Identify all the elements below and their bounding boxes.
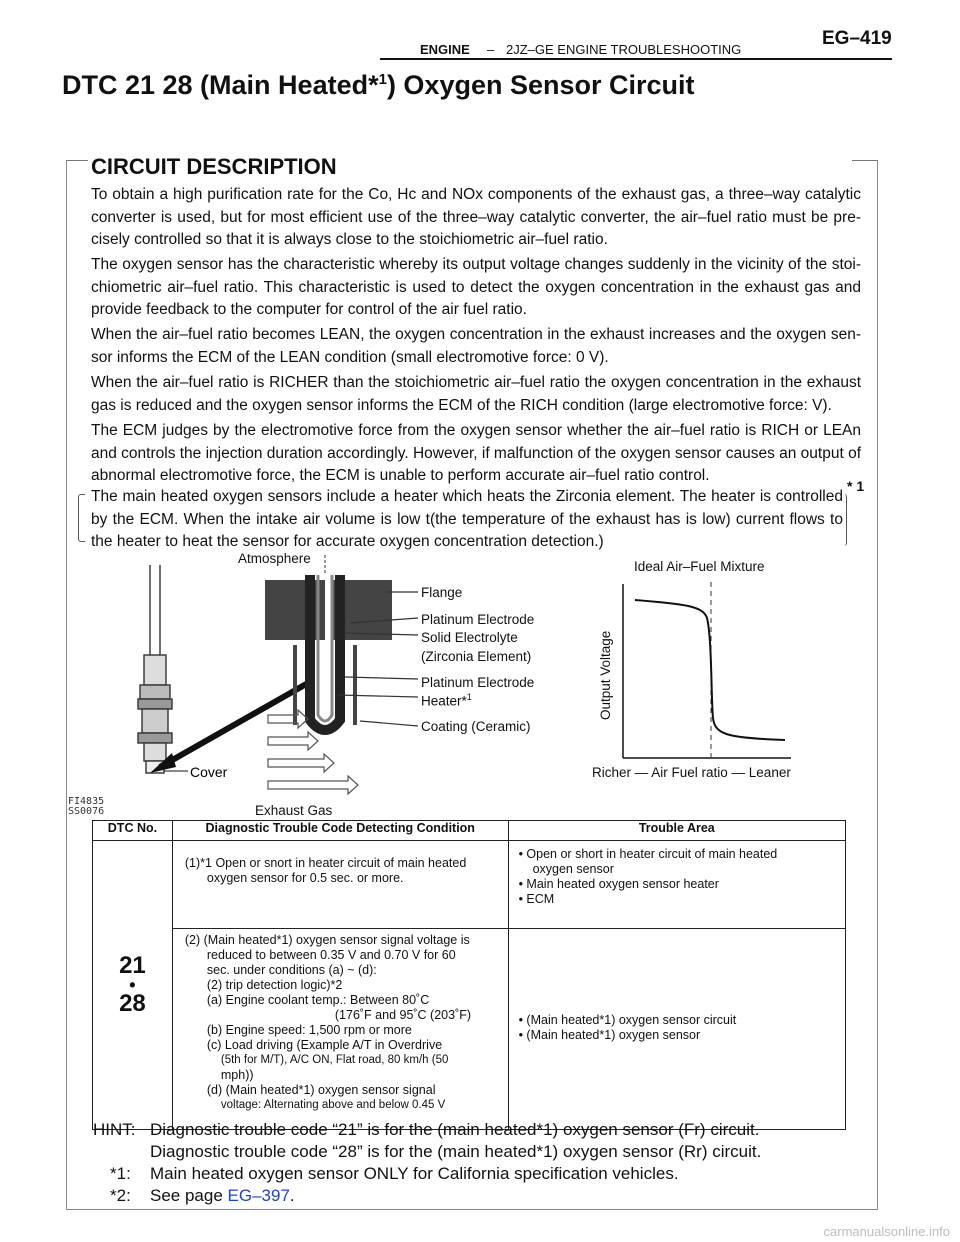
dtc-table <box>92 820 846 1130</box>
table-row <box>93 929 846 1130</box>
description-paragraph: To obtain a high purification rate for the Co, Hc and NOx components of the exhaust gas, a three–way catalytic converter is used, but for most efficient use of the three–way catalytic converter, the air–fuel ratio must be pre- cisely controlled so that it is always close to the stoichiometric air–fuel ratio. <box>91 186 861 248</box>
table-header-row <box>93 821 846 841</box>
description-paragraph: When the air–fuel ratio becomes LEAN, the oxygen concentration in the exhaust increases and the oxygen sen- sor informs the ECM of the LEAN condition (small electromotive force: 0 V). <box>91 326 861 366</box>
frame-line <box>66 160 67 1210</box>
table-row <box>93 841 846 929</box>
platinum-electrode-label: Platinum Electrode <box>421 612 535 627</box>
graph-title: Ideal Air–Fuel Mixture <box>634 559 765 574</box>
cover-label: Cover <box>190 764 228 780</box>
watermark: carmanualsonline.info <box>823 1224 950 1239</box>
hint-label: HINT: <box>93 1120 136 1139</box>
note-label: *2: <box>110 1186 131 1205</box>
page-title: DTC 21 28 (Main Heated*$^1$) Oxygen Sensor Circuit <box>62 70 695 100</box>
graph-y-label: Output Voltage <box>598 630 613 720</box>
note-text: Main heated oxygen sensor ONLY for California specification vehicles. <box>150 1164 679 1183</box>
exhaust-gas-label: Exhaust Gas <box>255 803 333 818</box>
output-voltage-graph <box>595 578 795 768</box>
column-header: Diagnostic Trouble Code Detecting Condition <box>172 821 508 841</box>
sensor-cross-section <box>265 555 392 730</box>
dtc-separator: • <box>129 975 136 995</box>
page-number: EG–419 <box>822 28 892 49</box>
column-header: Trouble Area <box>508 821 845 841</box>
heater-label: Heater*$^1$ <box>421 692 472 709</box>
condition-cell: (1)*1 Open or snort in heater circuit of main heated oxygen sensor for 0.5 sec. or more. <box>172 841 508 929</box>
solid-electrolyte-label: Solid Electrolyte <box>421 630 518 645</box>
dtc-code: 28 <box>119 990 146 1017</box>
cover-arrow <box>160 683 308 767</box>
description-paragraph: The oxygen sensor has the characteristic whereby its output voltage changes suddenly in the vicinity of the stoi- chiometric air–fuel ratio. This characteristic is used to detect the oxygen concentration in the exhaust gas and provide feedback to the computer for control of the air fuel ratio. <box>91 256 861 318</box>
note-label: *1: <box>110 1164 131 1183</box>
footnote-marker: * 1 <box>847 478 865 494</box>
note-bracket <box>840 494 847 546</box>
zirconia-label: (Zirconia Element) <box>421 649 532 664</box>
platinum-electrode-label: Platinum Electrode <box>421 675 535 690</box>
description-paragraph: The ECM judges by the electromotive force from the oxygen sensor whether the air–fuel ratio is RICH or LEAn and controls the injection duration accordingly. However, if malfunction of the oxygen sensor causes an output of abnormal electromotive force, the ECM is unable to perform accurate air–fuel ratio control. <box>91 422 861 484</box>
circuit-description-heading: CIRCUIT DESCRIPTION <box>91 154 337 179</box>
header-separator: – <box>487 42 495 57</box>
column-header: DTC No. <box>93 821 173 841</box>
atmosphere-label: Atmosphere <box>238 551 311 566</box>
description-paragraph: When the air–fuel ratio is RICHER than the stoichiometric air–fuel ratio the oxygen concentration in the exhaust gas is reduced and the oxygen sensor informs the ECM of the RICH condition (large electromotive force: V). <box>91 374 861 414</box>
dtc-code: 21 <box>119 952 146 979</box>
coating-label: Coating (Ceramic) <box>421 719 531 734</box>
trouble-area-cell: • Open or short in heater circuit of main heated oxygen sensor • Main heated oxygen sensor heater • ECM <box>508 841 845 929</box>
description-paragraph: The main heated oxygen sensors include a heater which heats the Zirconia element. The heater is controlled by the ECM. When the intake air volume is low t(the temperature of the exhaust has is low) current flows to the heater to heat the sensor for accurate oxygen concentration detection.) <box>91 488 843 550</box>
trouble-area-cell: • (Main heated*1) oxygen sensor circuit • (Main heated*1) oxygen sensor <box>508 929 845 1130</box>
note-text: See page EG–397. <box>150 1186 295 1205</box>
frame-line <box>66 160 88 161</box>
frame-line <box>877 160 878 1210</box>
frame-line <box>66 1209 878 1210</box>
sensor-body-illustration <box>138 565 172 773</box>
figure-code: FI4835 SS0076 <box>68 796 105 817</box>
graph-x-label: Richer — Air Fuel ratio — Leaner <box>592 765 791 780</box>
condition-cell: (2) (Main heated*1) oxygen sensor signal voltage is reduced to between 0.35 V and 0.70 V for 60 sec. under conditions (a) ~ (d): (2) trip detection logic)*2 (a) Engine coolant temp.: Between 80˚C (176˚F and 95˚C (203˚F) (b) Engine speed: 1,500 rpm or more (c) Load driving (Example A/T in Overdrive (5th for M/T), A/C ON, Flat road, 80 km/h (50 mph)) (d) (Main heated*1) oxygen sensor signal voltage: Alternating above and below 0.45 V <box>172 929 508 1130</box>
note-bracket <box>78 494 85 542</box>
voltage-curve <box>635 600 785 740</box>
hint-text: Diagnostic trouble code “28” is for the (main heated*1) oxygen sensor (Rr) circuit. <box>150 1142 762 1161</box>
header-rule <box>380 58 892 60</box>
flange-label: Flange <box>421 585 463 600</box>
header-section: ENGINE <box>420 42 470 57</box>
hint-text: Diagnostic trouble code “21” is for the (main heated*1) oxygen sensor (Fr) circuit. <box>150 1120 760 1139</box>
page-reference-link[interactable]: EG–397 <box>227 1186 290 1205</box>
frame-line <box>852 160 878 161</box>
header-subtitle: 2JZ–GE ENGINE TROUBLESHOOTING <box>506 42 742 57</box>
dtc-code-cell <box>93 841 173 1130</box>
